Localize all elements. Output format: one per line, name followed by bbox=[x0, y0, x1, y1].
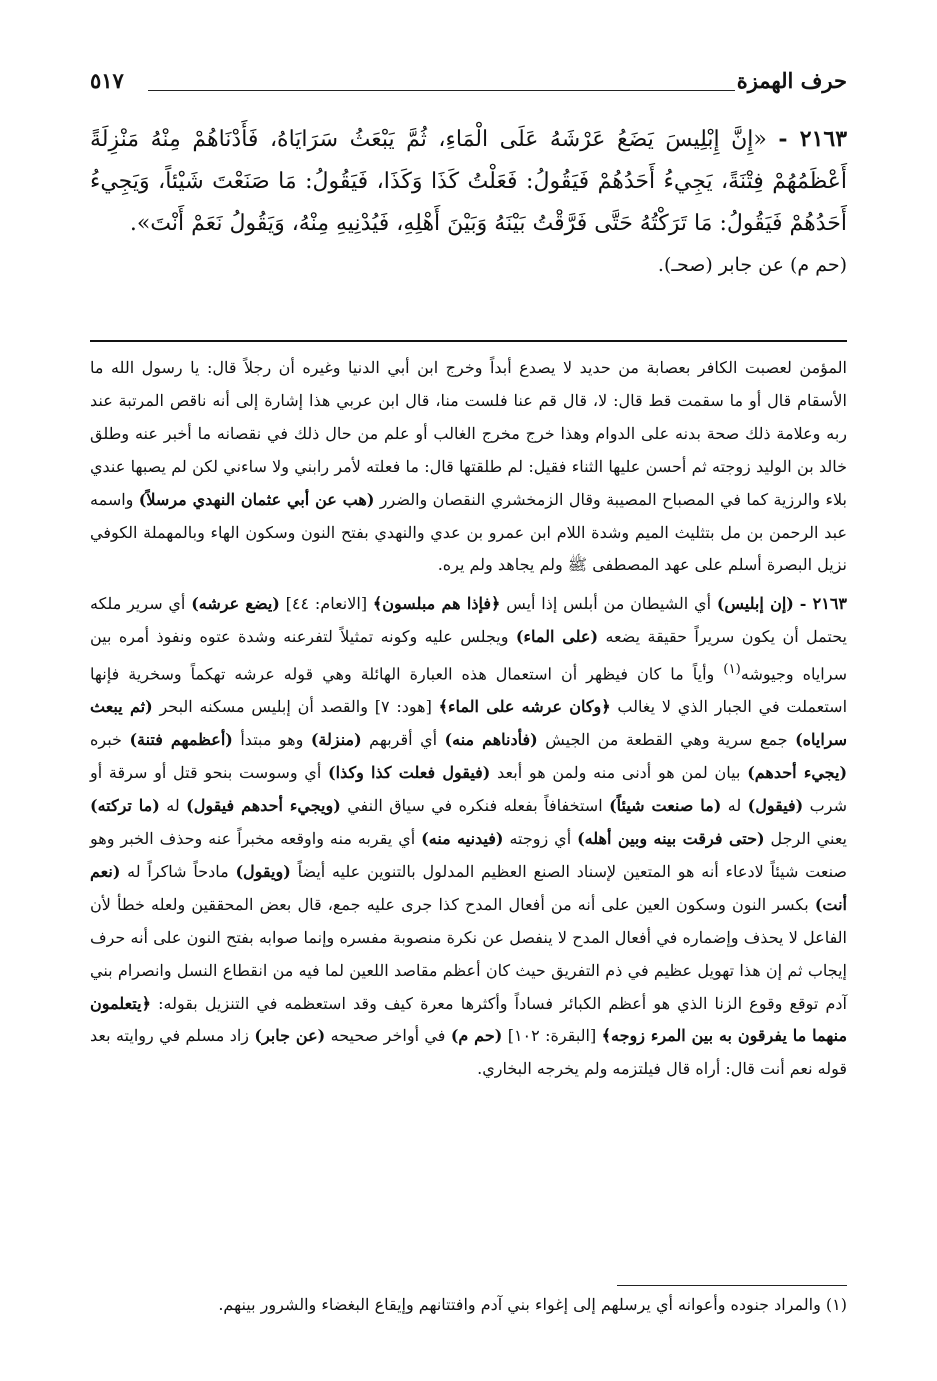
page-number: ٥١٧ bbox=[90, 68, 124, 93]
header-rule bbox=[148, 90, 735, 91]
hadith-text: «إِنَّ إِبْلِيسَ يَضَعُ عَرْشَهُ عَلَى الْمَاءِ، ثُمَّ يَبْعَثُ سَرَايَاهُ، فَأَدْنَاهُمْ مِنْهُ مَنْزِلَةً أَعْظَمُهُمْ فِتْنَةً، يَجِيءُ أَحَدُهُمْ فَيَقُولُ: فَعَلْتُ كَذَا وَكَذَا، فَيَقُولُ: مَا صَنَعْتَ شَيْئاً، وَيَجِيءُ أَحَدُهُمْ فَيَقُولُ: مَا تَرَكْتُهُ حَتَّى فَرَّقْتُ بَيْنَهُ وَبَيْنَ أَهْلِهِ، فَيُدْنِيهِ مِنْهُ، وَيَقُولُ نَعَمْ أَنْتَ». bbox=[90, 127, 847, 236]
section-divider bbox=[90, 340, 847, 342]
footnote-divider bbox=[617, 1285, 847, 1286]
footnote-marker: (١) bbox=[723, 662, 741, 678]
hadith-commentary: ٢١٦٣ - (إن إبليس) أي الشيطان من أبلس إذا أيس ﴿فإذا هم مبلسون﴾ [الانعام: ٤٤] (يضع عرشه) أي سرير ملكه يحتمل أن يكون سريراً حقيقة يضعه (على الماء) ويجلس عليه وكونه تمثيلاً لتفرعنه وشدة عتوه ونفوذ أمره بين سراياه وجيوشه$^{(١)}$ وأياً ما كان فيظهر أن استعمال هذه العبارة الهائلة وهي قوله عرشه تهكماً وسخرية فإنها استعملت في الجبار الذي لا يغالب ﴿وكان عرشه على الماء﴾ [هود: ٧] والقصد أن إبليس مسكنه البحر (ثم يبعث سراياه) جمع سرية وهي القطعة من الجيش (فأدناهم منه) أي أقربهم (منزلة) وهو مبتدأ (أعظمهم فتنة) خبره (يجيء أحدهم) بيان لمن هو أدنى منه ولمن هو أبعد (فيقول فعلت كذا وكذا) أي وسوست بنحو قتل أو سرقة أو شرب (فيقول) له (ما صنعت شيئاً) استخفافاً بفعله فنكره في سياق النفي (ويجيء أحدهم فيقول) له (ما تركته) يعني الرجل (حتى فرقت بينه وبين أهله) أي زوجته (فيدنيه منه) أي يقربه منه واوقعه مخبراً عنه وحذف الخبر وهو صنعت شيئاً لادعاء أنه هو المتعين لإسناد الصنع العظيم المدلول بالتنوين عليه أيضاً (ويقول) مادحاً شاكراً له (نعم أنت) بكسر النون وسكون العين على أنه من أفعال المدح كذا جرى عليه جمع، قال بعض المحققين ولعله خطأ لأن الفاعل لا يحذف وإضماره في أفعال المدح لا ينفصل عن نكرة منصوبة مفسره وإنما صوابه بفتح النون على أنه حرف إيجاب ثم إن هذا تهويل عظيم في ذم التفريق حيث كان أعظم مقاصد اللعين لما فيه من انقطاع النسل وانصرام بني آدم توقع وقوع الزنا الذي هو أعظم الكبائر فساداً وأكثرها معرة كيف وقد استعظمه في التنزيل بقوله: ﴿يتعلمون منهما ما يفرقون به بين المرء زوجه﴾ [البقرة: ١٠٢] (حم م) في أواخر صحيحه (عن جابر) زاد مسلم في روايته بعد قوله نعم أنت قال: أراه قال فيلتزمه ولم يخرجه البخاري. bbox=[90, 594, 848, 1079]
chapter-title: حرف الهمزة bbox=[736, 68, 847, 93]
footnote-text: والمراد جنوده وأعوانه أي يرسلهم إلى إغواء بني آدم وافتتانهم وإيقاع البغضاء والشرور بينهم. bbox=[218, 1295, 821, 1314]
footnote bbox=[90, 1290, 847, 1320]
hadith-number: ٢١٦٣ - bbox=[778, 126, 848, 152]
previous-commentary: المؤمن لعصبت الكافر بعصابة من حديد لا يصدع أبداً وخرج ابن أبي الدنيا وغيره أن رجلاً قال: يا رسول الله ما الأسقام قال أو ما سقمت قط قال: لا، قال قم عنا فلست منا، قال ابن عربي هذا إشارة إلى أنه ناقص المرتبة عند ربه وعلامة ذلك صحة بدنه على الدوام وهذا خرج مخرج الغالب أو علم من حال ذلك في نقصانه ما أخبر عنه وطلق خالد بن الوليد زوجته ثم أحسن عليها الثناء فقيل: لم طلقتها قال: ما فعلته لأمر رابني ولا ساءني لكن لم يصبها عندي بلاء والرزية كما في المصباح المصيبة وقال الزمخشري النقصان والضرر (هب عن أبي عثمان النهدي مرسلاً) واسمه عبد الرحمن بن مل بتثليث الميم وشدة اللام ابن عمرو بن عدي والنهدي بفتح النون وسكون الهاء وبالمهملة الكوفي نزيل البصرة أسلم على عهد المصطفى ﷺ ولم يجاهد ولم يره. bbox=[90, 358, 848, 575]
hadith-block bbox=[90, 118, 847, 285]
commentary-block bbox=[90, 352, 847, 1086]
page-header bbox=[90, 68, 847, 104]
hadith-source: (حم م) عن جابر (صحـ). bbox=[657, 254, 847, 276]
footnote-number: (١) bbox=[825, 1295, 847, 1314]
